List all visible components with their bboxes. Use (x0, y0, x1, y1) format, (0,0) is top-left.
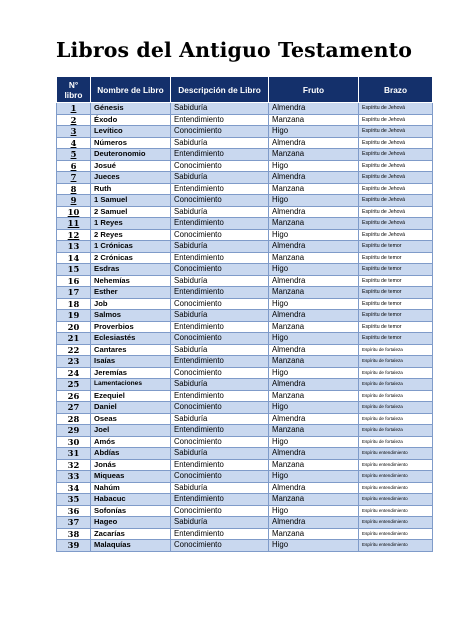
cell-name: Daniel (91, 402, 171, 414)
cell-name: Abdías (91, 448, 171, 460)
cell-num: 21 (57, 333, 91, 345)
cell-description: Conocimiento (171, 540, 269, 552)
cell-name: 1 Crónicas (91, 241, 171, 253)
cell-description: Sabiduría (171, 413, 269, 425)
cell-num: 24 (57, 367, 91, 379)
cell-arm: Espíritu de Jehová (359, 160, 433, 172)
table-row (57, 505, 433, 517)
cell-name: Isaías (91, 356, 171, 368)
cell-fruit: Higo (269, 264, 359, 276)
cell-description: Entendimiento (171, 459, 269, 471)
table-row (57, 103, 433, 115)
cell-fruit: Almendra (269, 413, 359, 425)
table-row (57, 195, 433, 207)
cell-arm: Espíritu entendimiento (359, 517, 433, 529)
table-row (57, 402, 433, 414)
cell-description: Entendimiento (171, 114, 269, 126)
cell-fruit: Higo (269, 298, 359, 310)
cell-description: Sabiduría (171, 448, 269, 460)
table-row (57, 172, 433, 184)
cell-description: Conocimiento (171, 436, 269, 448)
cell-name: Nehemías (91, 275, 171, 287)
cell-name: Lamentaciones (91, 379, 171, 391)
cell-fruit: Almendra (269, 517, 359, 529)
cell-arm: Espíritu entendimiento (359, 448, 433, 460)
cell-arm: Espíritu de fortaleza (359, 436, 433, 448)
cell-arm: Espíritu de temor (359, 310, 433, 322)
cell-num: 9 (57, 195, 91, 207)
cell-fruit: Almendra (269, 448, 359, 460)
cell-arm: Espíritu de Jehová (359, 218, 433, 230)
cell-num: 17 (57, 287, 91, 299)
table-row (57, 459, 433, 471)
cell-name: Levítico (91, 126, 171, 138)
cell-num: 16 (57, 275, 91, 287)
cell-name: Ruth (91, 183, 171, 195)
cell-description: Entendimiento (171, 494, 269, 506)
cell-arm: Espíritu de Jehová (359, 195, 433, 207)
cell-name: Génesis (91, 103, 171, 115)
table-row (57, 390, 433, 402)
table-row (57, 241, 433, 253)
table-row (57, 310, 433, 322)
cell-fruit: Higo (269, 402, 359, 414)
cell-num: 13 (57, 241, 91, 253)
cell-num: 19 (57, 310, 91, 322)
cell-name: Cantares (91, 344, 171, 356)
cell-fruit: Manzana (269, 218, 359, 230)
cell-arm: Espíritu de temor (359, 275, 433, 287)
cell-fruit: Higo (269, 229, 359, 241)
cell-arm: Espíritu de temor (359, 241, 433, 253)
cell-description: Sabiduría (171, 103, 269, 115)
cell-arm: Espíritu de Jehová (359, 172, 433, 184)
cell-name: 1 Samuel (91, 195, 171, 207)
cell-description: Sabiduría (171, 137, 269, 149)
cell-fruit: Higo (269, 436, 359, 448)
table-row (57, 540, 433, 552)
cell-name: Esther (91, 287, 171, 299)
cell-description: Sabiduría (171, 241, 269, 253)
cell-fruit: Manzana (269, 287, 359, 299)
cell-num: 22 (57, 344, 91, 356)
cell-num: 20 (57, 321, 91, 333)
header-name: Nombre de Libro (91, 77, 171, 103)
cell-num: 2 (57, 114, 91, 126)
cell-description: Conocimiento (171, 333, 269, 345)
cell-arm: Espíritu de Jehová (359, 183, 433, 195)
table-row (57, 471, 433, 483)
header-description: Descripción de Libro (171, 77, 269, 103)
cell-num: 4 (57, 137, 91, 149)
cell-arm: Espíritu de fortaleza (359, 356, 433, 368)
cell-fruit: Manzana (269, 494, 359, 506)
cell-num: 37 (57, 517, 91, 529)
cell-name: Números (91, 137, 171, 149)
cell-fruit: Almendra (269, 379, 359, 391)
table-row (57, 264, 433, 276)
cell-name: Zacarías (91, 528, 171, 540)
cell-description: Entendimiento (171, 287, 269, 299)
cell-name: Job (91, 298, 171, 310)
table-row (57, 137, 433, 149)
cell-fruit: Higo (269, 471, 359, 483)
cell-description: Sabiduría (171, 275, 269, 287)
cell-arm: Espíritu de Jehová (359, 126, 433, 138)
cell-fruit: Almendra (269, 482, 359, 494)
cell-description: Sabiduría (171, 206, 269, 218)
cell-num: 30 (57, 436, 91, 448)
table-row (57, 160, 433, 172)
cell-num: 23 (57, 356, 91, 368)
cell-fruit: Higo (269, 333, 359, 345)
cell-fruit: Manzana (269, 459, 359, 471)
cell-num: 7 (57, 172, 91, 184)
cell-name: Habacuc (91, 494, 171, 506)
table-row (57, 344, 433, 356)
cell-num: 35 (57, 494, 91, 506)
cell-num: 12 (57, 229, 91, 241)
table-row (57, 425, 433, 437)
table-row (57, 252, 433, 264)
cell-num: 1 (57, 103, 91, 115)
cell-arm: Espíritu de temor (359, 264, 433, 276)
cell-fruit: Manzana (269, 390, 359, 402)
cell-arm: Espíritu de temor (359, 321, 433, 333)
cell-fruit: Manzana (269, 183, 359, 195)
cell-fruit: Higo (269, 195, 359, 207)
cell-num: 5 (57, 149, 91, 161)
cell-description: Conocimiento (171, 505, 269, 517)
cell-arm: Espíritu de fortaleza (359, 390, 433, 402)
cell-name: Amós (91, 436, 171, 448)
cell-description: Entendimiento (171, 528, 269, 540)
cell-num: 36 (57, 505, 91, 517)
cell-fruit: Higo (269, 505, 359, 517)
cell-arm: Espíritu entendimiento (359, 459, 433, 471)
cell-num: 31 (57, 448, 91, 460)
cell-name: Proverbios (91, 321, 171, 333)
cell-arm: Espíritu entendimiento (359, 494, 433, 506)
cell-num: 8 (57, 183, 91, 195)
cell-num: 3 (57, 126, 91, 138)
cell-name: Jeremías (91, 367, 171, 379)
cell-num: 34 (57, 482, 91, 494)
cell-name: 1 Reyes (91, 218, 171, 230)
cell-name: Ezequiel (91, 390, 171, 402)
cell-arm: Espíritu de temor (359, 252, 433, 264)
table-row (57, 126, 433, 138)
cell-arm: Espíritu entendimiento (359, 505, 433, 517)
cell-name: 2 Reyes (91, 229, 171, 241)
cell-fruit: Almendra (269, 241, 359, 253)
cell-description: Conocimiento (171, 160, 269, 172)
table-row (57, 229, 433, 241)
table-row (57, 149, 433, 161)
cell-arm: Espíritu de Jehová (359, 206, 433, 218)
cell-description: Entendimiento (171, 218, 269, 230)
cell-description: Sabiduría (171, 344, 269, 356)
cell-description: Entendimiento (171, 425, 269, 437)
cell-description: Sabiduría (171, 482, 269, 494)
cell-arm: Espíritu de temor (359, 298, 433, 310)
cell-fruit: Manzana (269, 356, 359, 368)
cell-name: Oseas (91, 413, 171, 425)
cell-fruit: Higo (269, 540, 359, 552)
table-row (57, 517, 433, 529)
cell-num: 25 (57, 379, 91, 391)
cell-description: Entendimiento (171, 390, 269, 402)
cell-num: 33 (57, 471, 91, 483)
table-row (57, 482, 433, 494)
cell-arm: Espíritu de fortaleza (359, 367, 433, 379)
cell-fruit: Higo (269, 126, 359, 138)
cell-name: Éxodo (91, 114, 171, 126)
cell-arm: Espíritu de fortaleza (359, 379, 433, 391)
cell-arm: Espíritu de Jehová (359, 137, 433, 149)
table-row (57, 287, 433, 299)
cell-num: 27 (57, 402, 91, 414)
cell-fruit: Almendra (269, 206, 359, 218)
cell-num: 28 (57, 413, 91, 425)
cell-fruit: Manzana (269, 252, 359, 264)
table-row (57, 356, 433, 368)
cell-fruit: Almendra (269, 275, 359, 287)
header-num: N° libro (57, 77, 91, 103)
cell-description: Sabiduría (171, 379, 269, 391)
table-body (57, 103, 433, 552)
header-arm: Brazo (359, 77, 433, 103)
cell-fruit: Almendra (269, 172, 359, 184)
table-row (57, 494, 433, 506)
cell-name: Hageo (91, 517, 171, 529)
cell-name: Nahúm (91, 482, 171, 494)
table-row (57, 333, 433, 345)
table-row (57, 448, 433, 460)
cell-arm: Espíritu de fortaleza (359, 425, 433, 437)
cell-description: Entendimiento (171, 149, 269, 161)
table-row (57, 321, 433, 333)
cell-fruit: Almendra (269, 344, 359, 356)
cell-arm: Espíritu entendimiento (359, 540, 433, 552)
cell-description: Conocimiento (171, 229, 269, 241)
cell-description: Conocimiento (171, 298, 269, 310)
cell-name: Joel (91, 425, 171, 437)
cell-fruit: Manzana (269, 321, 359, 333)
table-row (57, 183, 433, 195)
cell-fruit: Almendra (269, 137, 359, 149)
cell-name: Salmos (91, 310, 171, 322)
cell-description: Entendimiento (171, 252, 269, 264)
cell-num: 14 (57, 252, 91, 264)
cell-description: Conocimiento (171, 471, 269, 483)
cell-num: 10 (57, 206, 91, 218)
cell-num: 11 (57, 218, 91, 230)
cell-arm: Espíritu de temor (359, 287, 433, 299)
cell-fruit: Manzana (269, 528, 359, 540)
cell-arm: Espíritu entendimiento (359, 471, 433, 483)
table-row (57, 114, 433, 126)
cell-fruit: Manzana (269, 149, 359, 161)
cell-name: Malaquías (91, 540, 171, 552)
cell-name: Jueces (91, 172, 171, 184)
cell-name: Sofonías (91, 505, 171, 517)
table-row (57, 275, 433, 287)
cell-fruit: Higo (269, 160, 359, 172)
cell-name: Jonás (91, 459, 171, 471)
table-row (57, 206, 433, 218)
table-row (57, 218, 433, 230)
table-row (57, 413, 433, 425)
cell-description: Entendimiento (171, 356, 269, 368)
table-row (57, 298, 433, 310)
cell-num: 15 (57, 264, 91, 276)
cell-description: Conocimiento (171, 264, 269, 276)
page-title: Libros del Antiguo Testamento (56, 38, 413, 62)
cell-num: 39 (57, 540, 91, 552)
cell-fruit: Manzana (269, 114, 359, 126)
cell-num: 32 (57, 459, 91, 471)
cell-fruit: Almendra (269, 310, 359, 322)
cell-arm: Espíritu de Jehová (359, 103, 433, 115)
table-header-row (57, 77, 433, 103)
cell-description: Entendimiento (171, 321, 269, 333)
cell-name: 2 Samuel (91, 206, 171, 218)
cell-arm: Espíritu de temor (359, 333, 433, 345)
cell-name: Miqueas (91, 471, 171, 483)
cell-description: Sabiduría (171, 172, 269, 184)
cell-fruit: Higo (269, 367, 359, 379)
cell-fruit: Manzana (269, 425, 359, 437)
cell-arm: Espíritu entendimiento (359, 528, 433, 540)
cell-description: Conocimiento (171, 195, 269, 207)
cell-description: Conocimiento (171, 126, 269, 138)
cell-arm: Espíritu de Jehová (359, 149, 433, 161)
cell-arm: Espíritu de fortaleza (359, 402, 433, 414)
cell-description: Sabiduría (171, 310, 269, 322)
cell-arm: Espíritu de Jehová (359, 114, 433, 126)
cell-description: Conocimiento (171, 367, 269, 379)
table-row (57, 436, 433, 448)
cell-arm: Espíritu de fortaleza (359, 344, 433, 356)
cell-num: 29 (57, 425, 91, 437)
cell-description: Sabiduría (171, 517, 269, 529)
cell-name: Deuteronomio (91, 149, 171, 161)
table-row (57, 379, 433, 391)
table-row (57, 528, 433, 540)
cell-name: Josué (91, 160, 171, 172)
cell-description: Conocimiento (171, 402, 269, 414)
cell-num: 6 (57, 160, 91, 172)
cell-name: 2 Crónicas (91, 252, 171, 264)
table-row (57, 367, 433, 379)
header-fruit: Fruto (269, 77, 359, 103)
cell-fruit: Almendra (269, 103, 359, 115)
cell-arm: Espíritu de fortaleza (359, 413, 433, 425)
cell-description: Entendimiento (171, 183, 269, 195)
cell-num: 18 (57, 298, 91, 310)
cell-arm: Espíritu de Jehová (359, 229, 433, 241)
cell-num: 38 (57, 528, 91, 540)
cell-num: 26 (57, 390, 91, 402)
cell-arm: Espíritu entendimiento (359, 482, 433, 494)
cell-name: Eclesiastés (91, 333, 171, 345)
cell-name: Esdras (91, 264, 171, 276)
books-table (56, 76, 433, 552)
